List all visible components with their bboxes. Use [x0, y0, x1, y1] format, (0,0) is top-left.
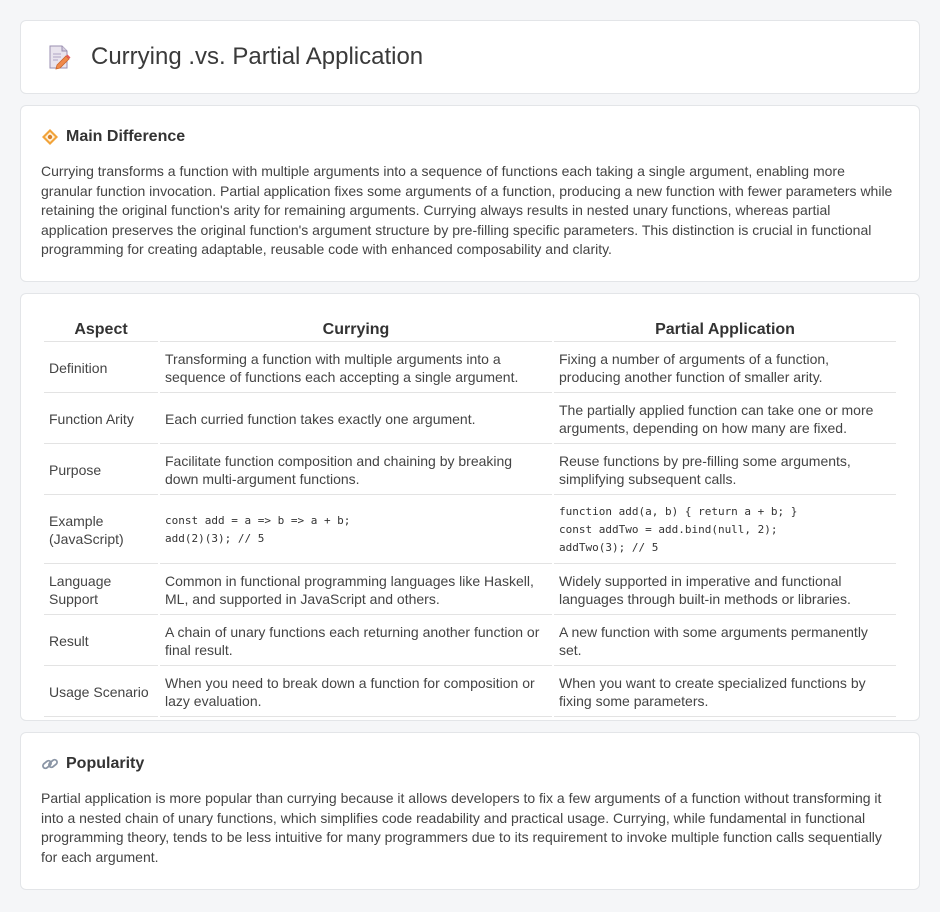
partial-code: function add(a, b) { return a + b; } const addTwo = add.bind(null, 2); addTwo(3); // 5: [559, 505, 798, 554]
table-row: [44, 497, 896, 564]
page-title: Currying .vs. Partial Application: [91, 43, 424, 70]
currying-cell: Transforming a function with multiple arguments into a sequence of functions each accepting a single argument.: [160, 344, 552, 393]
header-aspect: Aspect: [44, 318, 158, 342]
partial-cell: Fixing a number of arguments of a function, producing another function of smaller arity.: [554, 344, 896, 393]
main-difference-card: [20, 105, 920, 282]
diamond-icon: [41, 128, 59, 146]
currying-cell: Facilitate function composition and chaining by breaking down multi-argument functions.: [160, 446, 552, 495]
aspect-cell: Purpose: [44, 446, 158, 495]
aspect-cell: Example (JavaScript): [44, 497, 158, 564]
aspect-cell: Usage Scenario: [44, 668, 158, 717]
main-difference-text: Currying transforms a function with multiple arguments into a sequence of functions each taking a single argument, enabling more granular function invocation. Partial application fixes some arguments of a function, producing a new function with fewer parameters while retaining the original function's arity for remaining arguments. Currying always results in nested unary functions, whereas partial application preserves the original function's argument structure by pre-filling specific parameters. This distinction is crucial in functional programming for creating adaptable, reusable code with enhanced composability and clarity.: [41, 163, 893, 258]
aspect-cell: Result: [44, 617, 158, 666]
popularity-title: Popularity: [66, 755, 145, 772]
header-card: [20, 20, 920, 94]
comparison-table: [42, 316, 898, 719]
table-row: [44, 668, 896, 717]
comparison-table-card: [20, 293, 920, 721]
popularity-card: [20, 732, 920, 890]
document-edit-icon: [47, 44, 71, 70]
currying-code: const add = a => b => a + b; add(2)(3); // 5: [165, 514, 351, 545]
partial-cell: The partially applied function can take one or more arguments, depending on how many are fixed.: [554, 395, 896, 444]
table-row: [44, 566, 896, 615]
partial-cell: When you want to create specialized functions by fixing some parameters.: [554, 668, 896, 717]
aspect-cell: Definition: [44, 344, 158, 393]
main-difference-title: Main Difference: [66, 128, 186, 145]
aspect-cell: Language Support: [44, 566, 158, 615]
currying-cell: When you need to break down a function for composition or lazy evaluation.: [160, 668, 552, 717]
table-row: [44, 395, 896, 444]
partial-cell: Widely supported in imperative and functional languages through built-in methods or libraries.: [554, 566, 896, 615]
header-partial-application: Partial Application: [554, 318, 896, 342]
header-currying: Currying: [160, 318, 552, 342]
currying-cell: A chain of unary functions each returning another function or final result.: [160, 617, 552, 666]
table-row: [44, 617, 896, 666]
aspect-cell: Function Arity: [44, 395, 158, 444]
table-row: [44, 446, 896, 495]
currying-cell: Each curried function takes exactly one argument.: [160, 395, 552, 444]
popularity-text: Partial application is more popular than currying because it allows developers to fix a few arguments of a function without transforming it into a nested chain of unary functions, which simplifies code readability and practical usage. Currying, while fundamental in functional programming theory, tends to be less intuitive for many programmers due to its requirement to invoke multiple function calls sequentially for each argument.: [41, 790, 882, 865]
link-icon: [41, 755, 59, 773]
currying-cell: Common in functional programming languages like Haskell, ML, and supported in JavaScript and others.: [160, 566, 552, 615]
table-row: [44, 344, 896, 393]
partial-cell: Reuse functions by pre-filling some arguments, simplifying subsequent calls.: [554, 446, 896, 495]
partial-cell: A new function with some arguments permanently set.: [554, 617, 896, 666]
